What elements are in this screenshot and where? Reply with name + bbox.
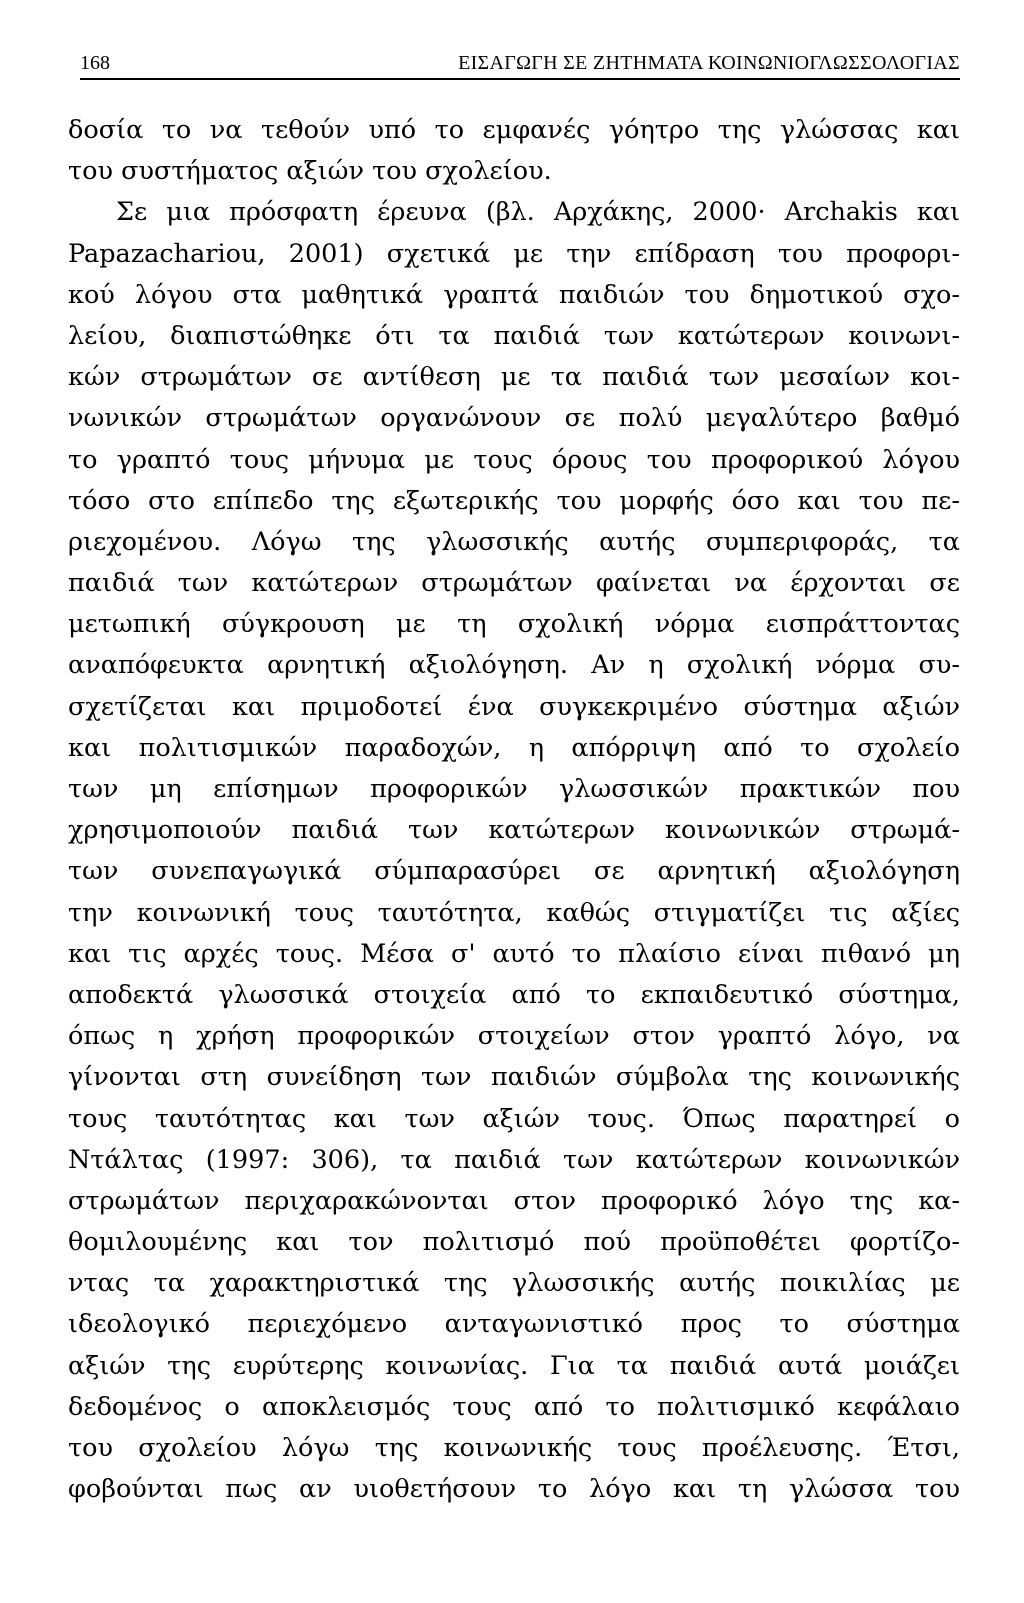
- text-line: δεδομένος ο αποκλεισμός τους από το πολιτισμικό κεφάλαιο: [68, 1391, 960, 1422]
- body-text: [68, 110, 960, 1510]
- page-header: [80, 48, 960, 80]
- text-line: των συνεπαγωγικά σύμπαρασύρει σε αρνητική αξιολόγηση: [68, 856, 960, 887]
- text-line: Ντάλτας (1997: 306), τα παιδιά των κατώτερων κοινωνικών: [68, 1144, 960, 1175]
- text-line: την κοινωνική τους ταυτότητα, καθώς στιγματίζει τις αξίες: [68, 897, 960, 928]
- text-line: κού λόγου στα μαθητικά γραπτά παιδιών του δημοτικού σχο-: [68, 279, 960, 310]
- text-line: ιδεολογικό περιεχόμενο ανταγωνιστικό προς το σύστημα: [68, 1309, 960, 1340]
- text-line: το γραπτό τους μήνυμα με τους όρους του προφορικού λόγου: [68, 444, 960, 475]
- text-line: φοβούνται πως αν υιοθετήσουν το λόγο και τη γλώσσα του: [68, 1474, 960, 1505]
- text-line: Σε μια πρόσφατη έρευνα (βλ. Αρχάκης, 2000· Archakis και: [116, 197, 960, 228]
- text-line: νωνικών στρωμάτων οργανώνουν σε πολύ μεγαλύτερο βαθμό: [68, 403, 960, 434]
- text-line: γίνονται στη συνείδηση των παιδιών σύμβολα της κοινωνικής: [68, 1062, 960, 1093]
- text-line: ριεχομένου. Λόγω της γλωσσικής αυτής συμπεριφοράς, τα: [68, 526, 960, 557]
- text-line: παιδιά των κατώτερων στρωμάτων φαίνεται να έρχονται σε: [68, 568, 960, 599]
- text-line: όπως η χρήση προφορικών στοιχείων στον γραπτό λόγο, να: [68, 1021, 960, 1052]
- text-line: δοσία το να τεθούν υπό το εμφανές γόητρο της γλώσσας και: [68, 115, 960, 145]
- text-line: και τις αρχές τους. Μέσα σ' αυτό το πλαίσιο είναι πιθανό μη: [68, 938, 960, 969]
- text-line: αξιών της ευρύτερης κοινωνίας. Για τα παιδιά αυτά μοιάζει: [68, 1350, 960, 1381]
- text-line: Papazachariou, 2001) σχετικά με την επίδραση του προφορι-: [68, 238, 960, 269]
- text-line: αναπόφευκτα αρνητική αξιολόγηση. Αν η σχολική νόρμα συ-: [68, 650, 960, 681]
- text-line: των μη επίσημων προφορικών γλωσσικών πρακτικών που: [68, 774, 960, 804]
- text-line: του συστήματος αξιών του σχολείου.: [68, 156, 552, 187]
- text-line: μετωπική σύγκρουση με τη σχολική νόρμα εισπράττοντας: [68, 609, 960, 640]
- text-line: κών στρωμάτων σε αντίθεση με τα παιδιά των μεσαίων κοι-: [68, 362, 960, 393]
- text-line: τόσο στο επίπεδο της εξωτερικής του μορφής όσο και του πε-: [68, 485, 960, 516]
- page-number: 168: [80, 52, 110, 74]
- text-line: και πολιτισμικών παραδοχών, η απόρριψη από το σχολείο: [68, 732, 960, 763]
- text-line: χρησιμοποιούν παιδιά των κατώτερων κοινωνικών στρωμά-: [68, 815, 960, 846]
- text-line: του σχολείου λόγω της κοινωνικής τους προέλευσης. Έτσι,: [68, 1433, 960, 1463]
- text-line: λείου, διαπιστώθηκε ότι τα παιδιά των κατώτερων κοινωνι-: [68, 320, 960, 351]
- text-line: θομιλουμένης και τον πολιτισμό πού προϋποθέτει φορτίζο-: [68, 1227, 960, 1258]
- text-line: ντας τα χαρακτηριστικά της γλωσσικής αυτής ποικιλίας με: [68, 1268, 960, 1299]
- text-line: σχετίζεται και πριμοδοτεί ένα συγκεκριμένο σύστημα αξιών: [68, 691, 960, 722]
- running-title: ΕΙΣΑΓΩΓΗ ΣΕ ΖΗΤΗΜΑΤΑ ΚΟΙΝΩΝΙΟΓΛΩΣΣΟΛΟΓΙΑΣ: [458, 52, 960, 74]
- text-line: τους ταυτότητας και των αξιών τους. Όπως παρατηρεί ο: [68, 1103, 960, 1134]
- text-line: αποδεκτά γλωσσικά στοιχεία από το εκπαιδευτικό σύστημα,: [68, 979, 960, 1010]
- text-line: στρωμάτων περιχαρακώνονται στον προφορικό λόγο της κα-: [68, 1185, 960, 1216]
